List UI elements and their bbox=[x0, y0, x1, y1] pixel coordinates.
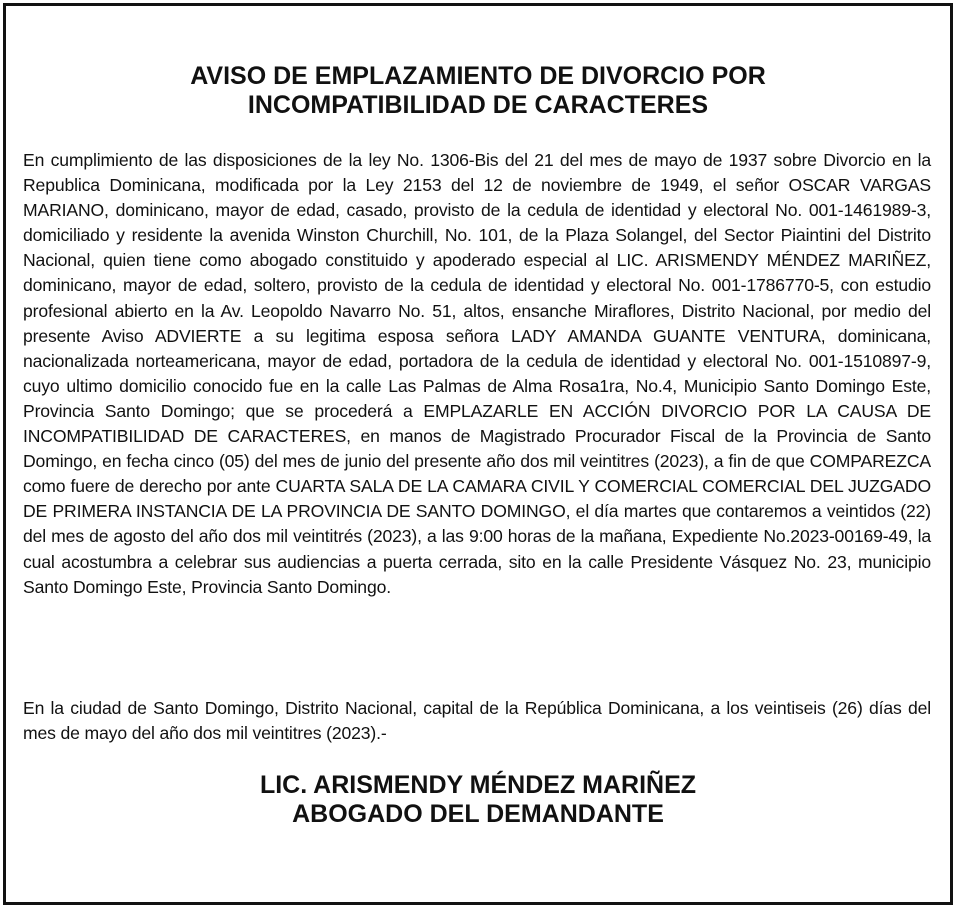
signature-role: ABOGADO DEL DEMANDANTE bbox=[292, 800, 664, 828]
signature-block bbox=[6, 771, 950, 829]
notice-closing-paragraph: En la ciudad de Santo Domingo, Distrito Nacional, capital de la República Dominicana, a los veintiseis (26) días del mes de mayo del año dos mil veintitres (2023).- bbox=[23, 698, 931, 744]
notice-frame bbox=[3, 3, 953, 905]
notice-title-line-1: AVISO DE EMPLAZAMIENTO DE DIVORCIO POR bbox=[190, 62, 766, 90]
notice-title bbox=[6, 62, 950, 120]
notice-title-line-2: INCOMPATIBILIDAD DE CARACTERES bbox=[247, 91, 709, 119]
signature-name: LIC. ARISMENDY MÉNDEZ MARIÑEZ bbox=[259, 771, 697, 799]
notice-body-paragraph: En cumplimiento de las disposiciones de la ley No. 1306-Bis del 21 del mes de mayo de 1937 sobre Divorcio en la Republica Dominicana, modificada por la Ley 2153 del 12 de noviembre de 1949, el señor OSCAR VARGAS MARIANO, dominicano, mayor de edad, casado, provisto de la cedula de identidad y electoral No. 001-1461989-3, domiciliado y residente la avenida Winston Churchill, No. 101, de la Plaza Solangel, del Sector Piaintini del Distrito Nacional, quien tiene como abogado constituido y apoderado especial al LIC. ARISMENDY MÉNDEZ MARIÑEZ, dominicano, mayor de edad, soltero, provisto de la cedula de identidad y electoral No. 001-1786770-5, con estudio profesional abierto en la Av. Leopoldo Navarro No. 51, altos, ensanche Miraflores, Distrito Nacional, por medio del presente Aviso ADVIERTE a su legitima esposa señora LADY AMANDA GUANTE VENTURA, dominicana, nacionalizada norteamericana, mayor de edad, portadora de la cedula de identidad y electoral No. 001-1510897-9, cuyo ultimo domicilio conocido fue en la calle Las Palmas de Alma Rosa1ra, No.4, Municipio Santo Domingo Este, Provincia Santo Domingo; que se procederá a EMPLAZARLE EN ACCIÓN DIVORCIO POR LA CAUSA DE INCOMPATIBILIDAD DE CARACTERES, en manos de Magistrado Procurador Fiscal de la Provincia de Santo Domingo, en fecha cinco (05) del mes de junio del presente año dos mil veintitres (2023), a fin de que COMPAREZCA como fuere de derecho por ante CUARTA SALA DE LA CAMARA CIVIL Y COMERCIAL COMERCIAL DEL JUZGADO DE PRIMERA INSTANCIA DE LA PROVINCIA DE SANTO DOMINGO, el día martes que contaremos a veintidos (22) del mes de agosto del año dos mil veintitrés (2023), a las 9:00 horas de la mañana, Expediente No.2023-00169-49, la cual acostumbra a celebrar sus audiencias a puerta cerrada, sito en la calle Presidente Vásquez No. 23, municipio Santo Domingo Este, Provincia Santo Domingo. bbox=[23, 150, 931, 597]
